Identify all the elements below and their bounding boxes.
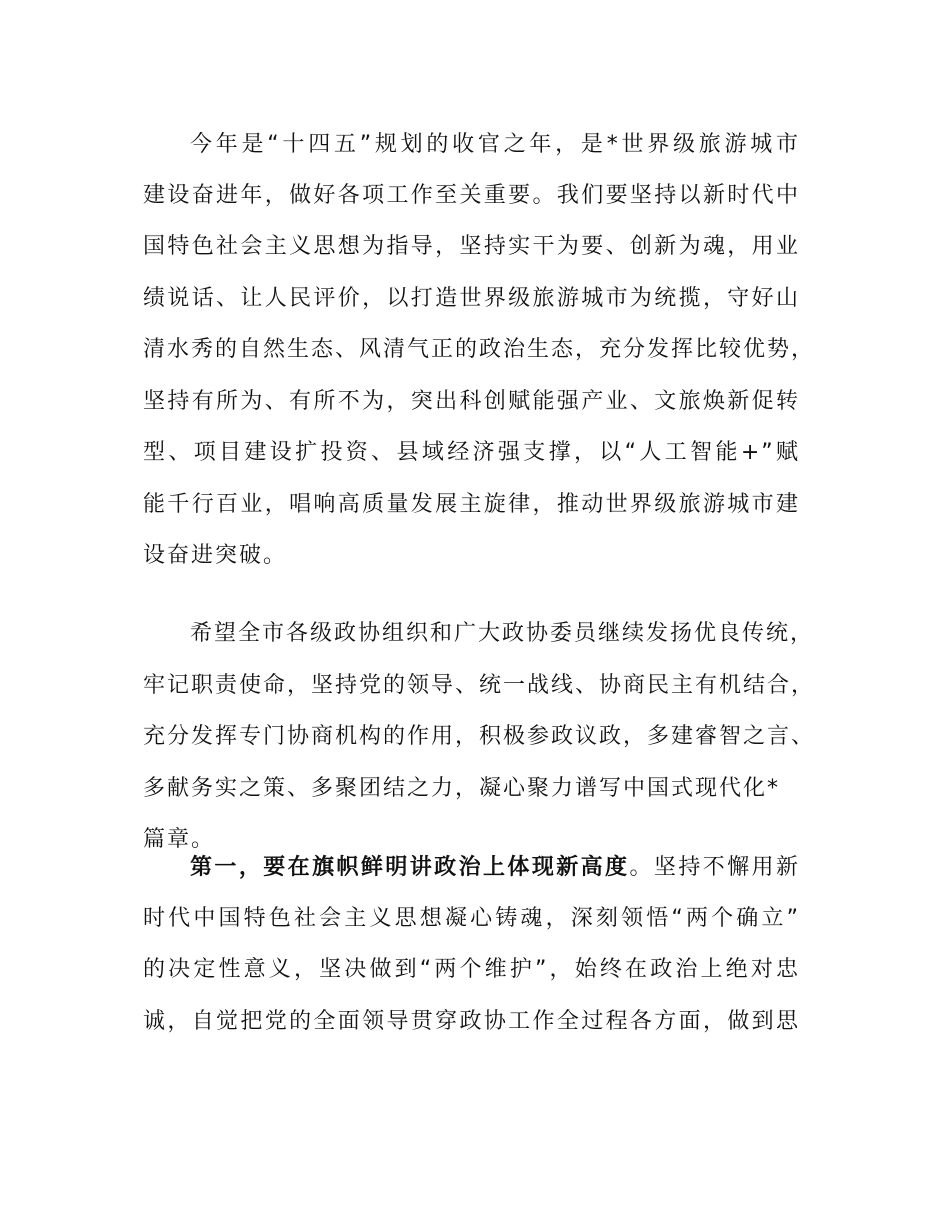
text-line: 清水秀的自然生态、风清气正的政治生态，充分发挥比较优势， bbox=[143, 337, 816, 362]
text-line: 国特色社会主义思想为指导，坚持实干为要、创新为魂，用业 bbox=[143, 234, 800, 259]
text-line: 牢记职责使命，坚持党的领导、统一战线、协商民主有机结合， bbox=[143, 673, 816, 698]
text-line: 充分发挥专门协商机构的作用，积极参政议政，多建睿智之言、 bbox=[143, 724, 816, 749]
text-line: 希望全市各级政协组织和广大政协委员继续发扬优良传统， bbox=[190, 621, 815, 646]
text-line: 建设奋进年，做好各项工作至关重要。我们要坚持以新时代中 bbox=[143, 183, 800, 208]
text-line: 多献务实之策、多聚团结之力，凝心聚力谱写中国式现代化* bbox=[143, 776, 781, 801]
text-line: 型、项目建设扩投资、县域经济强支撑，以“人工智能+”赋 bbox=[143, 440, 800, 465]
text-line: 篇章。 bbox=[143, 827, 216, 852]
text-line: 今年是“十四五”规划的收官之年，是*世界级旅游城市 bbox=[190, 132, 800, 157]
bold-heading: 第一，要在旗帜鲜明讲政治上体现新高度 bbox=[190, 855, 630, 880]
text-span: 。坚持不懈用新 bbox=[629, 855, 800, 880]
text-line: 绩说话、让人民评价，以打造世界级旅游城市为统揽，守好山 bbox=[143, 286, 800, 311]
text-line: 时代中国特色社会主义思想凝心铸魂，深刻领悟“两个确立” bbox=[143, 906, 800, 931]
text-line: 诚，自觉把党的全面领导贯穿政协工作全过程各方面，做到思 bbox=[143, 1009, 800, 1034]
text-line bbox=[190, 853, 800, 883]
text-line: 的决定性意义，坚决做到“两个维护”，始终在政治上绝对忠 bbox=[143, 957, 800, 982]
text-line: 坚持有所为、有所不为，突出科创赋能强产业、文旅焕新促转 bbox=[143, 389, 800, 414]
text-line: 设奋进突破。 bbox=[143, 543, 288, 568]
text-line: 能千行百业，唱响高质量发展主旋律，推动世界级旅游城市建 bbox=[143, 492, 800, 517]
